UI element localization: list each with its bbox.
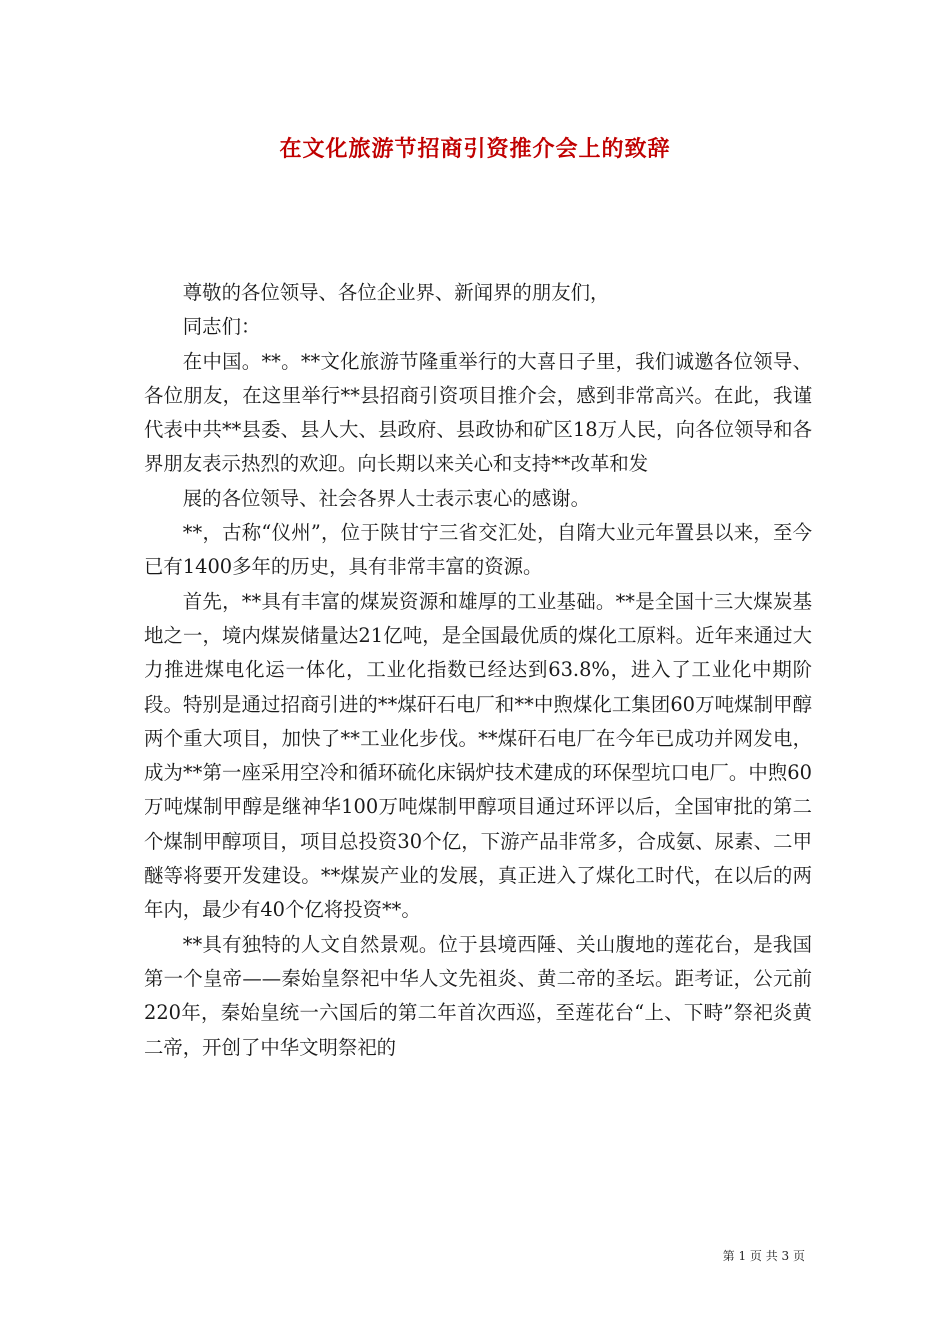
body-paragraph: 在中国。**。**文化旅游节隆重举行的大喜日子里，我们诚邀各位领导、各位朋友，在这里举行**县招商引资项目推介会，感到非常高兴。在此，我谨代表中共**县委、县人大、县政府、县政协和矿区18万人民，向各位领导和各界朋友表示热烈的欢迎。向长期以来关心和支持**改革和发	[144, 349, 812, 476]
page-number-footer: 第 1 页 共 3 页	[722, 1249, 805, 1263]
body-paragraph: **，古称“仪州”，位于陕甘宁三省交汇处，自隋大业元年置县以来，至今已有1400多年的历史，具有非常丰富的资源。	[144, 521, 812, 579]
salutation-comrades: 同志们：	[182, 315, 261, 339]
document-body	[144, 276, 812, 1065]
document-title: 在文化旅游节招商引资推介会上的致辞	[279, 136, 671, 162]
body-paragraph: **具有独特的人文自然景观。位于县境西陲、关山腹地的莲花台，是我国第一个皇帝——秦始皇祭祀中华人文先祖炎、黄二帝的圣坛。距考证，公元前220年，秦始皇统一六国后的第二年首次西巡，至莲花台“上、下畤”祭祀炎黄二帝，开创了中华文明祭祀的	[144, 932, 812, 1059]
body-paragraph: 首先，**具有丰富的煤炭资源和雄厚的工业基础。**是全国十三大煤炭基地之一，境内煤炭储量达21亿吨，是全国最优质的煤化工原料。近年来通过大力推进煤电化运一体化，工业化指数已经达到63.8%，进入了工业化中期阶段。特别是通过招商引进的**煤矸石电厂和**中煦煤化工集团60万吨煤制甲醇两个重大项目，加快了**工业化步伐。**煤矸石电厂在今年已成功并网发电，成为**第一座采用空冷和循环硫化床锅炉技术建成的环保型坑口电厂。中煦60万吨煤制甲醇是继神华100万吨煤制甲醇项目通过环评以后，全国审批的第二个煤制甲醇项目，项目总投资30个亿，下游产品非常多，合成氨、尿素、二甲醚等将要开发建设。**煤炭产业的发展，真正进入了煤化工时代，在以后的两年内，最少有40个亿将投资**。	[144, 589, 812, 922]
salutation-paragraph: 尊敬的各位领导、各位企业界、新闻界的朋友们，	[182, 281, 610, 304]
body-paragraph: 展的各位领导、社会各界人士表示衷心的感谢。	[182, 486, 590, 510]
